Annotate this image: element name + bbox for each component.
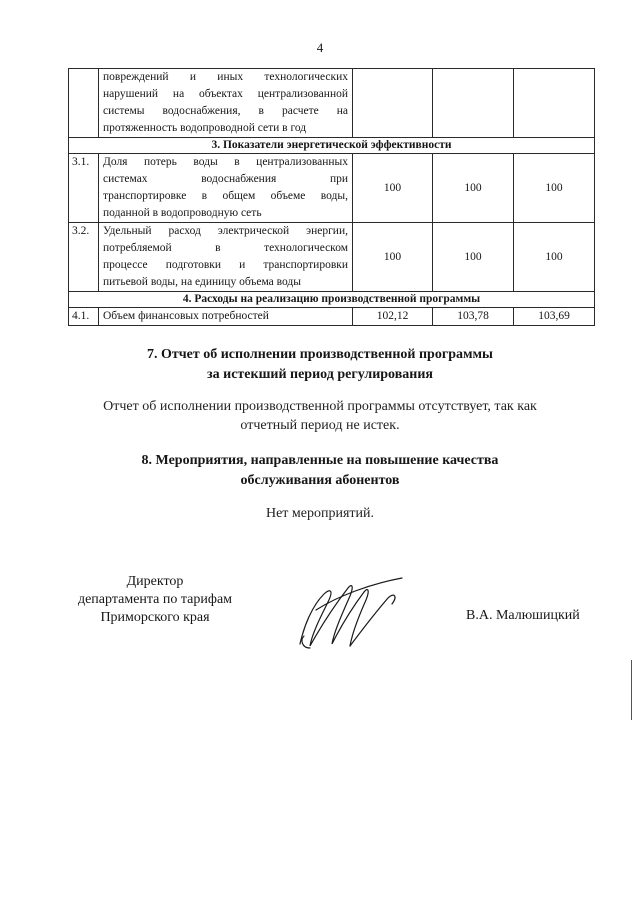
section-7-text-line1: Отчет об исполнении производственной программы отсутствует, так как [103,399,537,414]
handwritten-signature [290,566,420,656]
section-header-row [69,138,595,154]
section-3-title: 3. Показатели энергетической эффективности [69,138,595,154]
section-7-heading-line2: за истекший период регулирования [207,367,433,382]
signatory-title-line: Директор [126,574,184,589]
description-line: питьевой воды, на единицу объема воды [103,276,301,288]
value-cell [514,69,595,138]
description-line: протяженность водопроводной сети в год [103,122,307,134]
section-8-heading-line1: 8. Мероприятия, направленные на повышение качества [141,453,499,468]
section-header-row [69,292,595,308]
section-4-title: 4. Расходы на реализацию производственной программы [69,292,595,308]
section-8-text: Нет мероприятий. [265,506,375,521]
value-cell [353,69,433,138]
value-cell: 102,12 [353,308,433,326]
signatory-title-line: департамента по тарифам [77,592,233,607]
section-7-text-line2: отчетный период не истек. [240,418,400,433]
value-cell: 100 [353,154,433,223]
value-cell: 100 [433,154,514,223]
table-row [69,223,595,292]
description-line: повреждений и иных технологических [103,71,348,83]
description-line: Доля потерь воды в централизованных [103,156,348,168]
row-number-cell [69,69,99,138]
value-cell: 100 [514,223,595,292]
signatory-title [60,573,250,627]
signatory-name: В.А. Малюшицкий [466,608,580,623]
description-line: транспортировке в общем объеме воды, [103,190,348,202]
row-number: 4.1. [69,308,99,326]
value-cell: 100 [514,154,595,223]
section-8-heading-line2: обслуживания абонентов [240,473,400,488]
row-description: Объем финансовых потребностей [99,308,353,326]
row-number: 3.2. [69,223,99,292]
value-cell [433,69,514,138]
row-description-cell [99,154,353,223]
description-line: нарушений на объектах централизованной [103,88,348,100]
description-line: системах водоснабжения при [103,173,348,185]
section-7-heading-line1: 7. Отчет об исполнении производственной программы [146,347,493,362]
value-cell: 103,69 [514,308,595,326]
description-line: системы водоснабжения, в расчете на [103,105,348,117]
page-number: 4 [316,40,324,55]
table-row [69,308,595,326]
row-description-cell [99,223,353,292]
description-line: поданной в водопроводную сеть [103,207,262,219]
table-row [69,154,595,223]
table-row [69,69,595,138]
value-cell: 100 [433,223,514,292]
scan-edge-mark [631,660,632,720]
indicators-table [68,68,595,326]
row-description-cell [99,69,353,138]
description-line: потребляемой в технологическом [103,242,348,254]
signatory-title-line: Приморского края [100,610,210,625]
description-line: процессе подготовки и транспортировки [103,259,348,271]
description-line: Удельный расход электрической энергии, [103,225,348,237]
value-cell: 100 [353,223,433,292]
row-number: 3.1. [69,154,99,223]
value-cell: 103,78 [433,308,514,326]
